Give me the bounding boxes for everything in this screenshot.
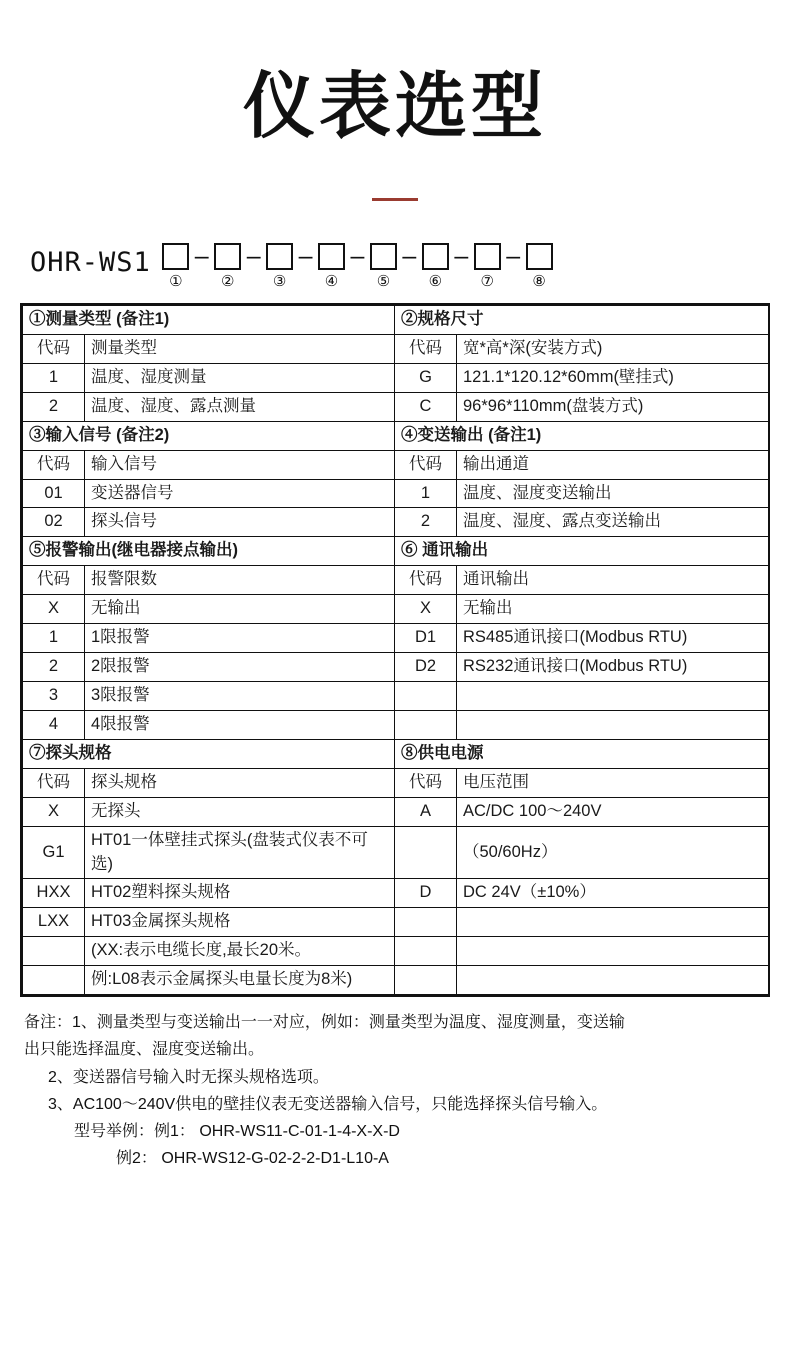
section5-code: 4	[23, 710, 85, 739]
table-row	[23, 797, 769, 826]
model-slot-box[interactable]	[474, 243, 501, 270]
section2-value: 121.1*120.12*60mm(壁挂式)	[457, 363, 769, 392]
section8-value: AC/DC 100～240V	[457, 797, 769, 826]
model-slot-box[interactable]	[318, 243, 345, 270]
section8-filler	[395, 937, 457, 966]
section7-value: 例:L08表示金属探头电量长度为8米)	[85, 966, 395, 995]
table-row	[23, 879, 769, 908]
section3-code: 01	[23, 479, 85, 508]
section8-filler	[457, 966, 769, 995]
title-divider	[372, 198, 418, 201]
table-row	[23, 392, 769, 421]
section5-code: 3	[23, 681, 85, 710]
model-prefix: OHR-WS1	[30, 247, 151, 278]
section7-code-header: 代码	[23, 768, 85, 797]
section4-value: 温度、湿度、露点变送输出	[457, 508, 769, 537]
model-slots	[159, 243, 556, 289]
model-slot-box[interactable]	[214, 243, 241, 270]
table-row	[23, 566, 769, 595]
model-separator: –	[350, 242, 365, 270]
section1-code-header: 代码	[23, 334, 85, 363]
section4-code-header: 代码	[395, 450, 457, 479]
section8-code: D	[395, 879, 457, 908]
specification-table	[20, 303, 770, 997]
model-slot-3[interactable]	[263, 243, 297, 289]
section3-code-header: 代码	[23, 450, 85, 479]
model-separator: –	[298, 242, 313, 270]
note-line-3: 3、AC100～240V供电的壁挂仪表无变送器输入信号，只能选择探头信号输入。	[48, 1095, 608, 1113]
section6-value: 无输出	[457, 595, 769, 624]
note-line-1b: 出只能选择温度、湿度变送输出。	[24, 1041, 265, 1059]
table-row	[23, 537, 769, 566]
section3-value: 探头信号	[85, 508, 395, 537]
section5-header: ⑤报警输出(继电器接点输出)	[23, 537, 395, 566]
section7-value-header: 探头规格	[85, 768, 395, 797]
section8-code: A	[395, 797, 457, 826]
section8-filler	[457, 937, 769, 966]
model-separator: –	[402, 242, 417, 270]
section2-value-header: 宽*高*深(安装方式)	[457, 334, 769, 363]
table-row	[23, 479, 769, 508]
model-slot-number: ④	[324, 273, 339, 290]
table-row	[23, 624, 769, 653]
section2-code: C	[395, 392, 457, 421]
table-row	[23, 508, 769, 537]
model-slot-7[interactable]	[470, 243, 504, 289]
model-slot-number: ①	[169, 273, 183, 290]
section6-filler	[457, 681, 769, 710]
model-slot-number: ⑧	[532, 273, 546, 290]
model-slot-number: ⑤	[376, 273, 391, 290]
section6-value: RS485通讯接口(Modbus RTU)	[457, 624, 769, 653]
section2-code-header: 代码	[395, 334, 457, 363]
section7-value: HT01一体壁挂式探头(盘装式仪表不可选)	[85, 826, 395, 879]
model-slot-number: ⑥	[428, 273, 443, 290]
section7-code: G1	[23, 826, 85, 879]
section7-value: HT03金属探头规格	[85, 908, 395, 937]
section6-code: D2	[395, 653, 457, 682]
table-row	[23, 739, 769, 768]
section8-code-header: 代码	[395, 768, 457, 797]
model-slot-1[interactable]	[159, 243, 193, 289]
section7-value: (XX:表示电缆长度,最长20米。	[85, 937, 395, 966]
model-slot-box[interactable]	[162, 243, 189, 270]
section6-filler	[395, 681, 457, 710]
section6-code: D1	[395, 624, 457, 653]
section7-code: HXX	[23, 879, 85, 908]
table-row	[23, 966, 769, 995]
section2-header: ②规格尺寸	[395, 306, 769, 335]
section6-filler	[395, 710, 457, 739]
section7-code: LXX	[23, 908, 85, 937]
example-line-2	[24, 1145, 766, 1172]
section8-filler	[395, 908, 457, 937]
section8-header: ⑧供电电源	[395, 739, 769, 768]
section5-code: X	[23, 595, 85, 624]
note-line-2: 2、变送器信号输入时无探头规格选项。	[48, 1068, 329, 1086]
section5-value: 3限报警	[85, 681, 395, 710]
model-slot-number: ③	[272, 273, 287, 290]
notes-block	[24, 1009, 766, 1172]
table-row	[23, 768, 769, 797]
section5-value: 4限报警	[85, 710, 395, 739]
table-row	[23, 334, 769, 363]
section5-value: 2限报警	[85, 653, 395, 682]
section4-value: 温度、湿度变送输出	[457, 479, 769, 508]
section6-header: ⑥ 通讯输出	[395, 537, 769, 566]
section2-value: 96*96*110mm(盘装方式)	[457, 392, 769, 421]
model-slot-6[interactable]	[418, 243, 452, 289]
table-row	[23, 937, 769, 966]
section6-code-header: 代码	[395, 566, 457, 595]
model-slot-number: ②	[220, 273, 235, 290]
model-code-row	[0, 243, 790, 289]
section1-value: 温度、湿度测量	[85, 363, 395, 392]
section3-value-header: 输入信号	[85, 450, 395, 479]
model-slot-4[interactable]	[315, 243, 349, 289]
table-row	[23, 450, 769, 479]
section5-code: 2	[23, 653, 85, 682]
example-2-code: OHR-WS12-G-02-2-2-D1-L10-A	[161, 1150, 389, 1168]
table-row	[23, 710, 769, 739]
section8-filler	[395, 966, 457, 995]
table-row	[23, 363, 769, 392]
section2-code: G	[395, 363, 457, 392]
table-row	[23, 908, 769, 937]
section7-header: ⑦探头规格	[23, 739, 395, 768]
table-row	[23, 306, 769, 335]
section7-code	[23, 937, 85, 966]
section1-code: 1	[23, 363, 85, 392]
section6-value: RS232通讯接口(Modbus RTU)	[457, 653, 769, 682]
section4-header: ④变送输出 (备注1)	[395, 421, 769, 450]
section1-header: ①测量类型 (备注1)	[23, 306, 395, 335]
table-row	[23, 595, 769, 624]
section6-code: X	[395, 595, 457, 624]
section7-value: HT02塑料探头规格	[85, 879, 395, 908]
section5-code-header: 代码	[23, 566, 85, 595]
table-row	[23, 681, 769, 710]
model-slot-box[interactable]	[370, 243, 397, 270]
model-slot-box[interactable]	[266, 243, 293, 270]
model-slot-number: ⑦	[480, 273, 494, 290]
section7-code: X	[23, 797, 85, 826]
section1-code: 2	[23, 392, 85, 421]
section3-code: 02	[23, 508, 85, 537]
table-row	[23, 421, 769, 450]
section8-value: DC 24V（±10%）	[457, 879, 769, 908]
model-separator: –	[454, 242, 469, 270]
example-line-1	[24, 1118, 766, 1145]
section4-code: 1	[395, 479, 457, 508]
section7-code	[23, 966, 85, 995]
section8-filler	[457, 908, 769, 937]
model-separator: –	[194, 242, 209, 270]
section8-value-header: 电压范围	[457, 768, 769, 797]
page-title: 仪表选型	[242, 64, 547, 148]
example-1-code: OHR-WS11-C-01-1-4-X-X-D	[199, 1122, 400, 1140]
section5-code: 1	[23, 624, 85, 653]
section5-value-header: 报警限数	[85, 566, 395, 595]
section6-value-header: 通讯输出	[457, 566, 769, 595]
table-row	[23, 653, 769, 682]
model-slot-box[interactable]	[526, 243, 553, 270]
section3-value: 变送器信号	[85, 479, 395, 508]
note-line-1: 备注：1、测量类型与变送输出一一对应，例如：测量类型为温度、湿度测量，变送输	[24, 1014, 625, 1032]
section8-value: （50/60Hz）	[457, 826, 769, 879]
section5-value: 无输出	[85, 595, 395, 624]
section1-value-header: 测量类型	[85, 334, 395, 363]
model-separator: –	[246, 242, 261, 270]
section6-filler	[457, 710, 769, 739]
model-slot-2[interactable]	[211, 243, 245, 289]
section1-value: 温度、湿度、露点测量	[85, 392, 395, 421]
section4-code: 2	[395, 508, 457, 537]
model-separator: –	[506, 242, 521, 270]
section4-value-header: 输出通道	[457, 450, 769, 479]
section5-value: 1限报警	[85, 624, 395, 653]
model-slot-5[interactable]	[366, 243, 400, 289]
table-row	[23, 826, 769, 879]
example-2-label: 例2：	[116, 1150, 157, 1168]
section3-header: ③输入信号 (备注2)	[23, 421, 395, 450]
model-slot-8[interactable]	[522, 243, 556, 289]
example-label: 型号举例：例1：	[74, 1122, 195, 1140]
section8-code	[395, 826, 457, 879]
model-slot-box[interactable]	[422, 243, 449, 270]
section7-value: 无探头	[85, 797, 395, 826]
